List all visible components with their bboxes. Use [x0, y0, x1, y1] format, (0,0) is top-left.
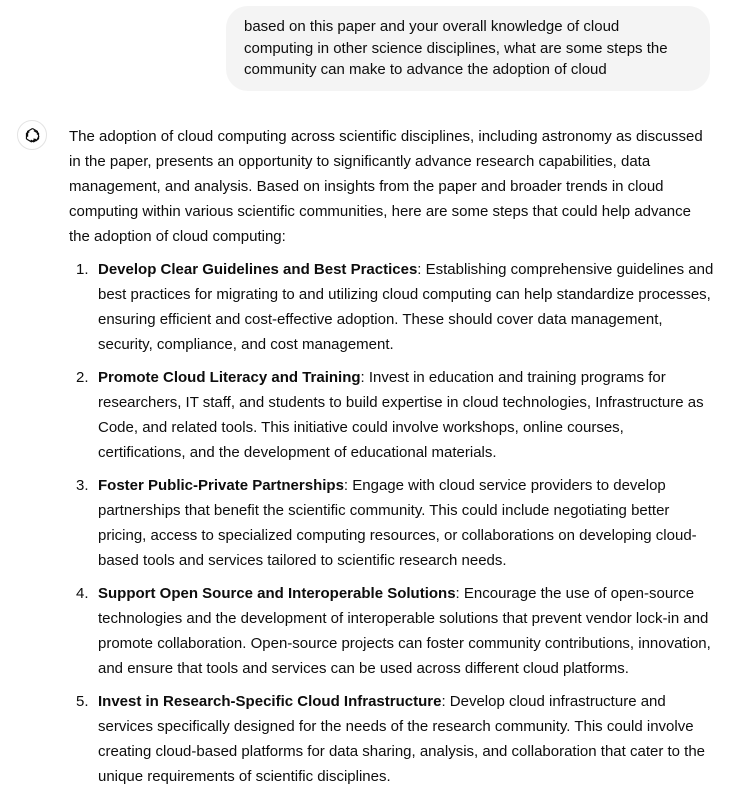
assistant-avatar [17, 120, 47, 150]
list-item-number: 1. [76, 261, 89, 278]
list-item-number: 2. [76, 369, 89, 386]
steps-list [69, 257, 714, 789]
list-item-text: : Develop cloud infrastructure and services specifically designed for the needs of the research community. This could involve creating cloud-based platforms for data sharing, analysis, and collaboration that cater to the unique requirements of scientific disciplines. [98, 693, 706, 785]
list-item [69, 365, 714, 465]
list-item-title: Invest in Research-Specific Cloud Infrastructure [98, 693, 442, 710]
list-item-title: Develop Clear Guidelines and Best Practices [98, 261, 418, 278]
openai-logo-icon [23, 126, 42, 145]
list-item [69, 257, 714, 357]
user-message-bubble [226, 6, 710, 91]
list-item [69, 581, 714, 681]
list-item-number: 4. [76, 585, 89, 602]
assistant-intro-paragraph: The adoption of cloud computing across scientific disciplines, including astronomy as discussed in the paper, presents an opportunity to significantly advance research capabilities, data management, and analysis. Based on insights from the paper and broader trends in cloud computing within various scientific communities, here are some steps that could help advance the adoption of cloud computing: [69, 128, 703, 245]
list-item-title: Support Open Source and Interoperable Solutions [98, 585, 456, 602]
list-item-number: 5. [76, 693, 89, 710]
list-item [69, 473, 714, 573]
assistant-message-body [69, 124, 714, 797]
list-item [69, 689, 714, 789]
list-item-text: : Establishing comprehensive guidelines and best practices for migrating to and utilizing cloud computing can help standardize processes, ensuring efficient and cost-effective adoption. These should cover data management, security, compliance, and cost management. [98, 261, 714, 353]
user-message-row [226, 6, 710, 91]
list-item-title: Promote Cloud Literacy and Training [98, 369, 361, 386]
list-item-text: : Encourage the use of open-source technologies and the development of interoperable solutions that prevent vendor lock-in and promote collaboration. Open-source projects can foster community contributions, innovation, and ensure that tools and services can be used across different cloud platforms. [98, 585, 711, 677]
list-item-title: Foster Public-Private Partnerships [98, 477, 344, 494]
list-item-number: 3. [76, 477, 89, 494]
list-item-text: : Invest in education and training programs for researchers, IT staff, and students to build expertise in cloud technologies, Infrastructure as Code, and related tools. This initiative could involve workshops, online courses, certifications, and the development of educational materials. [98, 369, 704, 461]
user-message-text: based on this paper and your overall knowledge of cloud computing in other science disciplines, what are some steps the community can make to advance the adoption of cloud [244, 18, 668, 78]
list-item-text: : Engage with cloud service providers to develop partnerships that benefit the scientific community. This could include negotiating better pricing, access to specialized computing resources, or collaborations on developing cloud-based tools and services tailored to scientific research needs. [98, 477, 697, 569]
